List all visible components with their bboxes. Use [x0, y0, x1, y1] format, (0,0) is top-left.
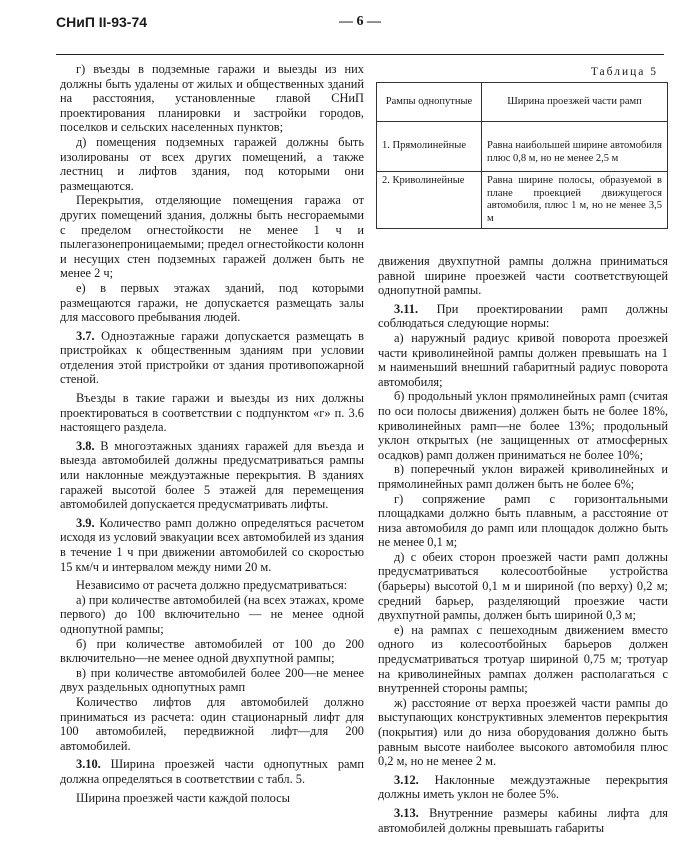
left-column: [60, 62, 364, 805]
paragraph-3-9-v: в) при количестве автомобилей более 200—не менее двух раздельных однопутных рамп: [60, 665, 364, 695]
paragraph-3-11-b: б) продольный уклон прямолинейных рамп (считая по оси полосы движения) должен быть не более 18%, криволинейных рамп—не более 13%; продольный уклон открытых (не защищенных от атмосферных осадков) рамп должен приниматься не более 10%;: [378, 389, 668, 462]
paragraph-3-11-zh: ж) расстояние от верха проезжей части рампы до выступающих конструктивных элементов перекрытия (покрытия) или до низа оборудования должно быть равным высоте наиболее высокого автомобиля плюс 0,2 м, но не менее 2 м.: [378, 695, 668, 769]
clause-number: 3.9.: [76, 515, 95, 530]
table-label: Таблица 5: [590, 66, 658, 78]
paragraph-3-8: 3.8. В многоэтажных зданиях гаражей для въезда и выезда автомобилей должны предусматриваться рампы или наклонные междуэтажные перекрытия. В зданиях гаражей высотой более 5 этажей для перемещения автомобилей допускается предусматривать лифты.: [60, 438, 364, 512]
table-cell-type: 1. Прямолинейные: [377, 122, 482, 172]
paragraph-3-11-e: е) на рампах с пешеходным движением вместо одного из колесоотбойных барьеров должен предусматриваться тротуар шириной 0,75 м; тротуар на криволинейных рампах должен располагаться с внутренней стороны рампы;: [378, 622, 668, 696]
clause-number: 3.13.: [394, 805, 419, 820]
paragraph-3-7: 3.7. Одноэтажные гаражи допускается размещать в пристройках к общественным зданиям при условии отделения этой пристройки от здания противопожарной стеной.: [60, 328, 364, 387]
paragraph-3-6-g: г) въезды в подземные гаражи и выезды из них должны быть удалены от жилых и общественных зданий на расстояния, установленные главой СНиП проектирования планировки и застройки городов, поселков и сельских населенных пунктов;: [60, 62, 364, 135]
paragraph-3-11-a: а) наружный радиус кривой поворота проезжей части криволинейной рампы должен превышать на 1 м наименьший внешний габаритный радиус поворота автомобиля;: [378, 330, 668, 389]
paragraph-3-9-lifts: Количество лифтов для автомобилей должно приниматься из расчета: один стационарный лифт для 100 автомобилей, передвижной лифт—для 200 автомобилей.: [60, 694, 364, 753]
paragraph-3-9-independent: Независимо от расчета должно предусматриваться:: [76, 578, 348, 593]
table-row: [377, 172, 668, 229]
paragraph-3-9-b: б) при количестве автомобилей от 100 до 200 включительно—не менее одной двухпутной рампы;: [60, 636, 364, 666]
paragraph-3-6-e: е) в первых этажах зданий, под которыми размещаются гаражи, не допускается размещать залы для массового пребывания людей.: [60, 280, 364, 325]
clause-number: 3.11.: [394, 301, 419, 316]
clause-number: 3.7.: [76, 328, 95, 343]
header-rule: [56, 54, 664, 55]
table-cell-width: Равна наибольшей ширине автомобиля плюс 0,8 м, но не менее 2,5 м: [482, 122, 668, 172]
table-header-width: Ширина проезжей части рамп: [482, 83, 668, 122]
clause-number: 3.10.: [76, 757, 101, 772]
paragraph-3-6-d: д) помещения подземных гаражей должны быть изолированы от всех других помещений, а также лестниц и лифтов здания, под которыми они размещаются.: [60, 134, 364, 193]
paragraph-3-13: 3.13. Внутренние размеры кабины лифта для автомобилей должны превышать габариты: [378, 805, 668, 835]
table-header-ramps: Рампы однопутные: [377, 83, 482, 122]
right-column: [378, 254, 668, 835]
paragraph-3-9: 3.9. Количество рамп должно определяться расчетом исходя из условий эвакуации всех автомобилей из здания в течение 1 ч при движении автомобилей со скоростью 15 км/ч и интервалом между ними 20 м.: [60, 515, 364, 574]
paragraph-3-9-a: а) при количестве автомобилей (на всех этажах, кроме первого) до 100 включительно — не менее одной однопутной рампы;: [60, 592, 364, 636]
table-row: [377, 122, 668, 172]
paragraph-3-11: 3.11. При проектировании рамп должны соблюдаться следующие нормы:: [378, 301, 668, 331]
paragraph-3-10: 3.10. Ширина проезжей части однопутных рамп должна определяться в соответствии с табл. 5.: [60, 757, 364, 786]
table-cell-width: Равна ширине полосы, образуемой в плане проекцией движущегося автомобиля, плюс 1 м, но не менее 3,5 м: [482, 172, 668, 229]
paragraph-3-12: 3.12. Наклонные междуэтажные перекрытия должны иметь уклон не более 5%.: [378, 772, 668, 802]
clause-number: 3.8.: [76, 438, 95, 453]
table-cell-type: 2. Криволинейные: [377, 172, 482, 229]
paragraph-floors: Перекрытия, отделяющие помещения гаража от других помещений здания, должны быть несгораемыми с пределом огнестойкости не менее 1 ч и пылегазонепроницаемыми; предел огнестойкости колонн и несущих стен подземных гаражей должен быть не менее 2 ч;: [60, 193, 364, 281]
clause-number: 3.12.: [394, 772, 419, 787]
paragraph-3-11-v: в) поперечный уклон виражей криволинейных и прямолинейных рамп должен быть не более 6%;: [378, 462, 668, 491]
table-5: [376, 82, 668, 229]
document-code: СНиП II-93-74: [56, 14, 148, 30]
paragraph-3-11-d: д) с обеих сторон проезжей части рамп должны предусматриваться колесоотбойные устройства (барьеры) высотой 0,1 м и шириной (по верху) 0,2 м; средний барьер, разделяющий проезжие части двухпутной рампы, должен быть шириной 0,3 м;: [378, 549, 668, 623]
page-number: — 6 —: [339, 14, 381, 29]
paragraph-3-7-entries: Въезды в такие гаражи и выезды из них должны проектироваться в соответствии с подпунктом «г» п. 3.6 настоящего раздела.: [60, 391, 364, 435]
paragraph-3-11-g: г) сопряжение рамп с горизонтальными площадками должно быть плавным, а расстояние от низа автомобиля до рамп или площадок должно быть не менее 0,1 м;: [378, 491, 668, 550]
page-header: [56, 14, 664, 44]
paragraph-3-10-width: Ширина проезжей части каждой полосы: [76, 790, 290, 805]
paragraph-continuation: движения двухпутной рампы должна приниматься равной ширине проезжей части соответствующей однопутной рампы.: [378, 254, 668, 298]
